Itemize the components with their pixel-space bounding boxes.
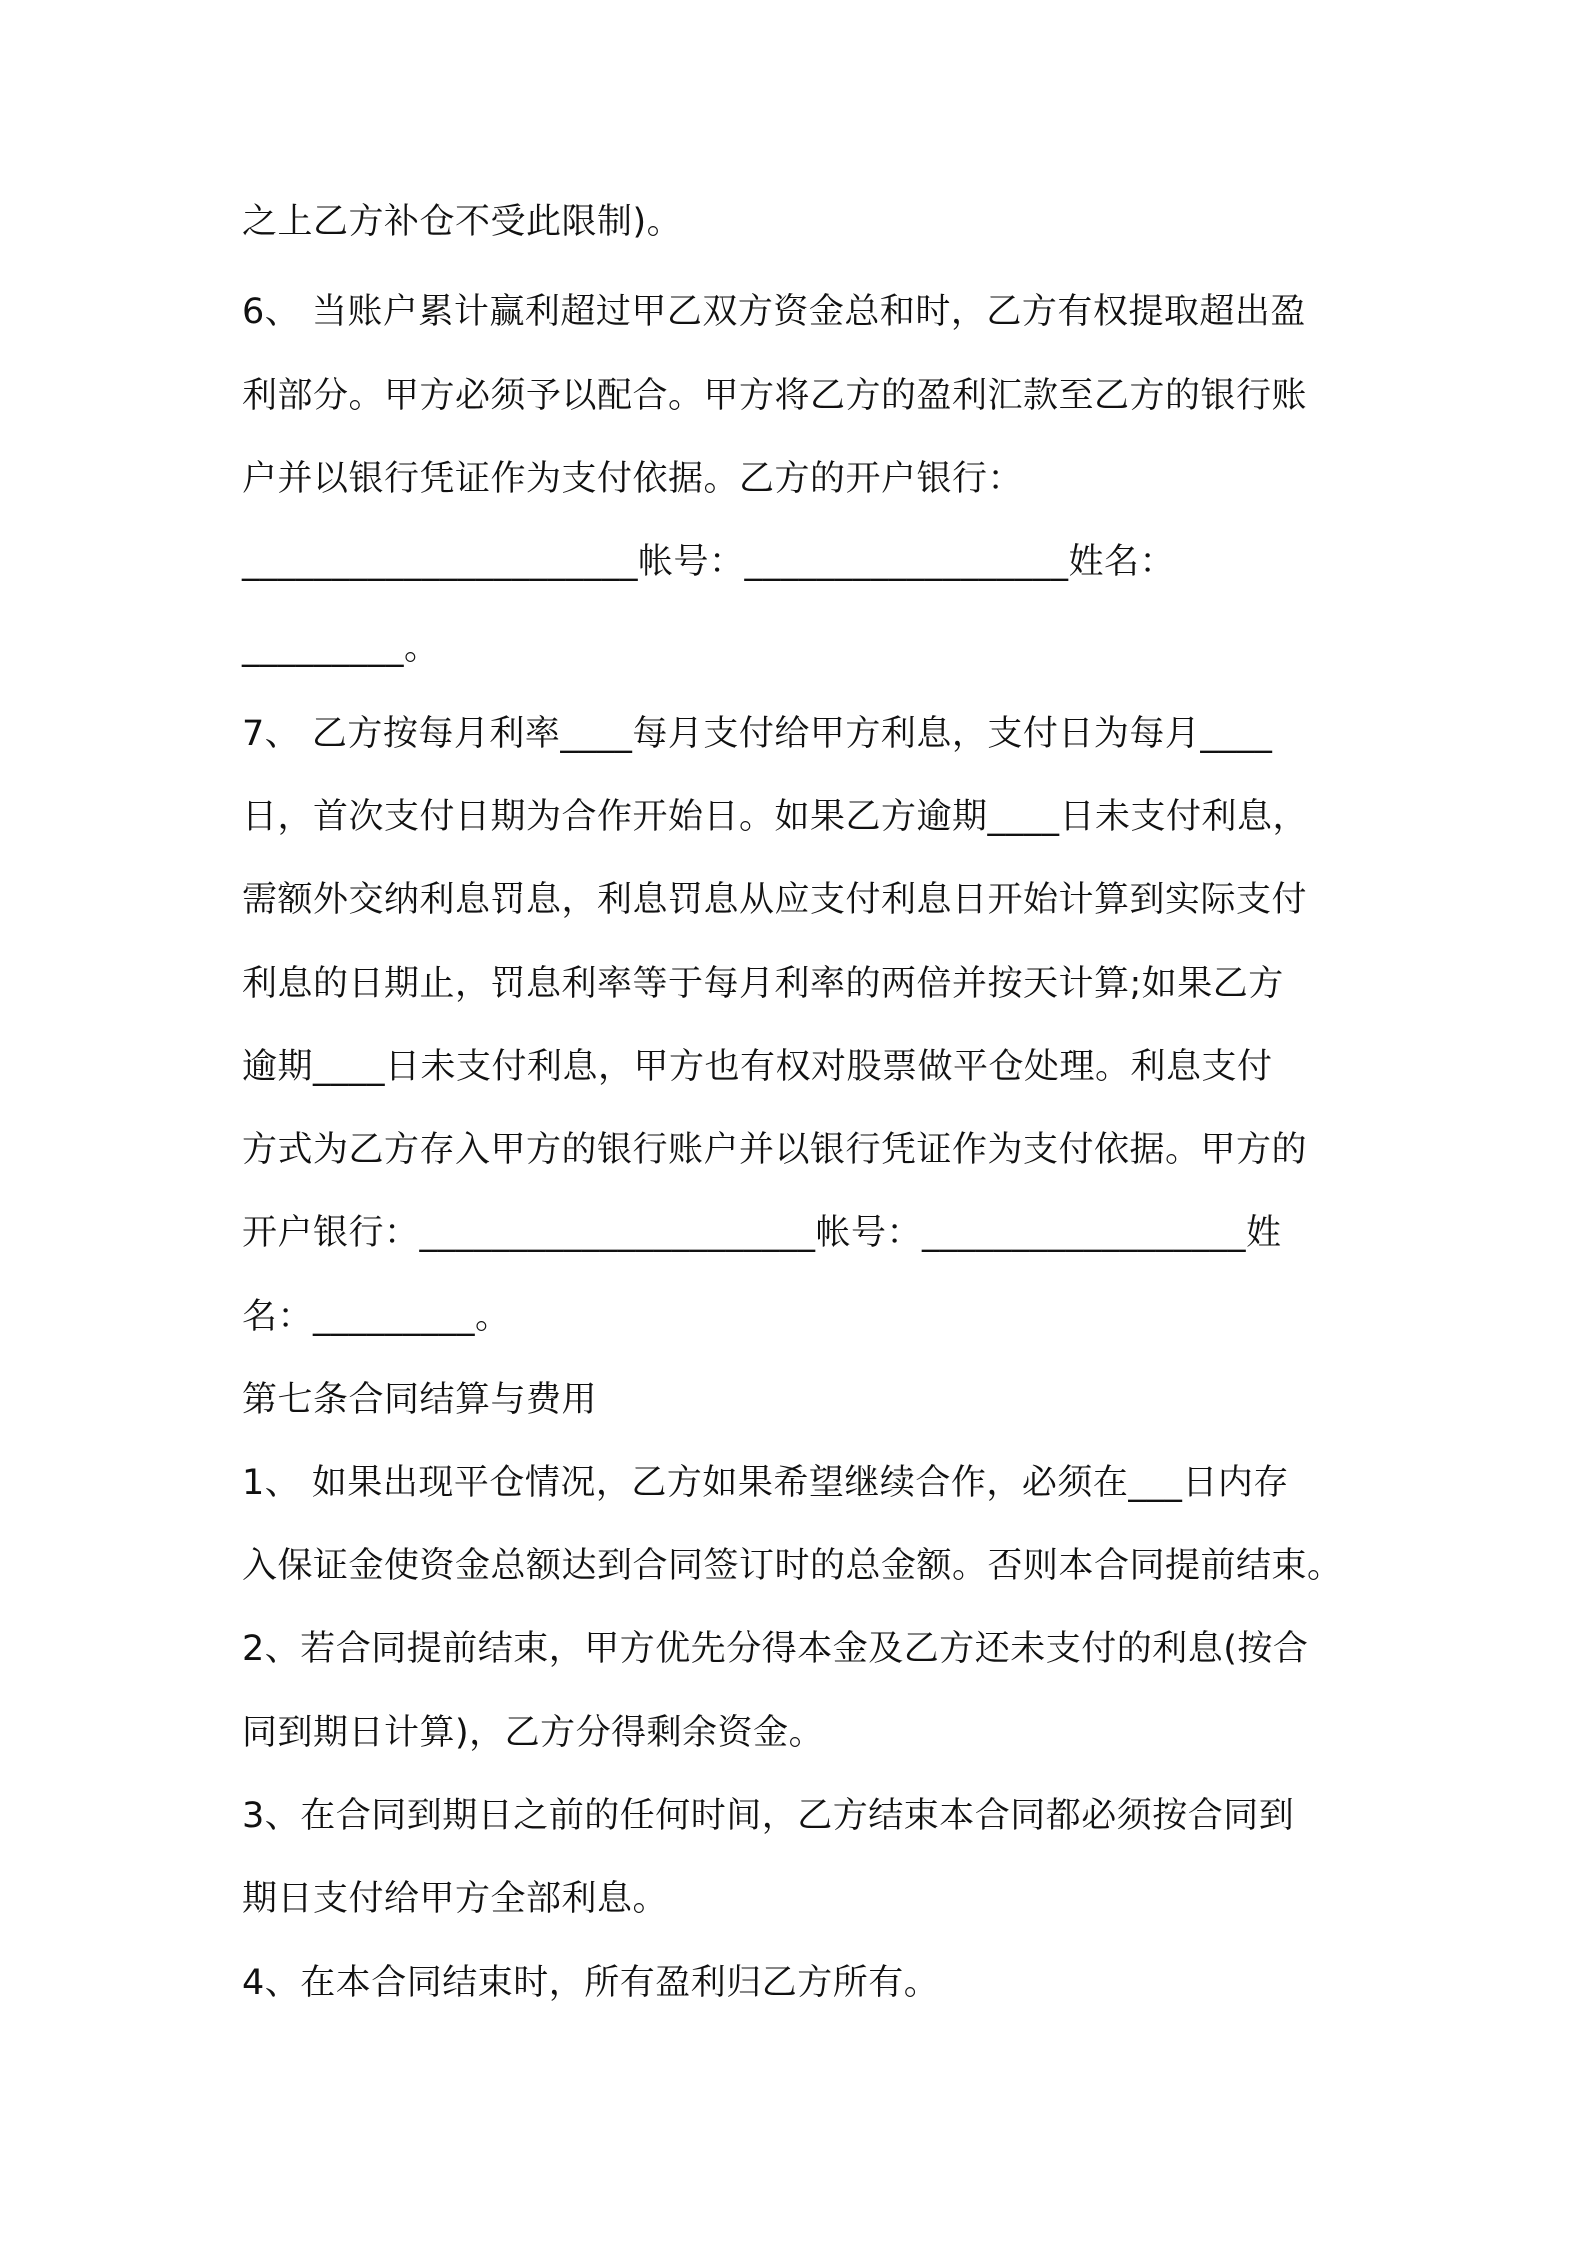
text-line: 2、若合同提前结束，甲方优先分得本金及乙方还未支付的利息(按合 xyxy=(242,1629,1309,1669)
text-line: 利息的日期止，罚息利率等于每月利率的两倍并按天计算;如果乙方 xyxy=(242,964,1284,1004)
text-line: 户并以银行凭证作为支付依据。乙方的开户银行： xyxy=(242,459,1024,499)
text-line: 日，首次支付日期为合作开始日。如果乙方逾期____日未支付利息， xyxy=(242,797,1309,837)
text-line: 入保证金使资金总额达到合同签订时的总金额。否则本合同提前结束。 xyxy=(242,1546,1343,1586)
text-line: 1、 如果出现平仓情况，乙方如果希望继续合作，必须在___日内存 xyxy=(242,1463,1289,1503)
text-line: 需额外交纳利息罚息，利息罚息从应支付利息日开始计算到实际支付 xyxy=(242,880,1308,920)
text-line: 开户银行：______________________帐号：__________________姓 xyxy=(242,1213,1282,1253)
text-line: 利部分。甲方必须予以配合。甲方将乙方的盈利汇款至乙方的银行账 xyxy=(242,376,1308,416)
text-line: 7、 乙方按每月利率____每月支付给甲方利息，支付日为每月____ xyxy=(242,714,1273,754)
text-line: 期日支付给甲方全部利息。 xyxy=(242,1879,669,1919)
text-line: _________。 xyxy=(242,628,440,668)
text-line: 名：_________。 xyxy=(242,1297,511,1337)
text-line: 4、在本合同结束时，所有盈利归乙方所有。 xyxy=(242,1963,940,2003)
text-line: 3、在合同到期日之前的任何时间，乙方结束本合同都必须按合同到 xyxy=(242,1796,1295,1836)
text-line: 方式为乙方存入甲方的银行账户并以银行凭证作为支付依据。甲方的 xyxy=(242,1130,1308,1170)
text-line: 同到期日计算)，乙方分得剩余资金。 xyxy=(242,1713,825,1753)
text-line: 逾期____日未支付利息，甲方也有权对股票做平仓处理。利息支付 xyxy=(242,1047,1273,1087)
text-line: 6、 当账户累计赢利超过甲乙双方资金总和时，乙方有权提取超出盈 xyxy=(242,292,1306,332)
text-line: ______________________帐号：__________________姓名： xyxy=(242,542,1176,582)
text-line: 之上乙方补仓不受此限制)。 xyxy=(242,202,683,242)
section-heading: 第七条合同结算与费用 xyxy=(242,1380,598,1420)
